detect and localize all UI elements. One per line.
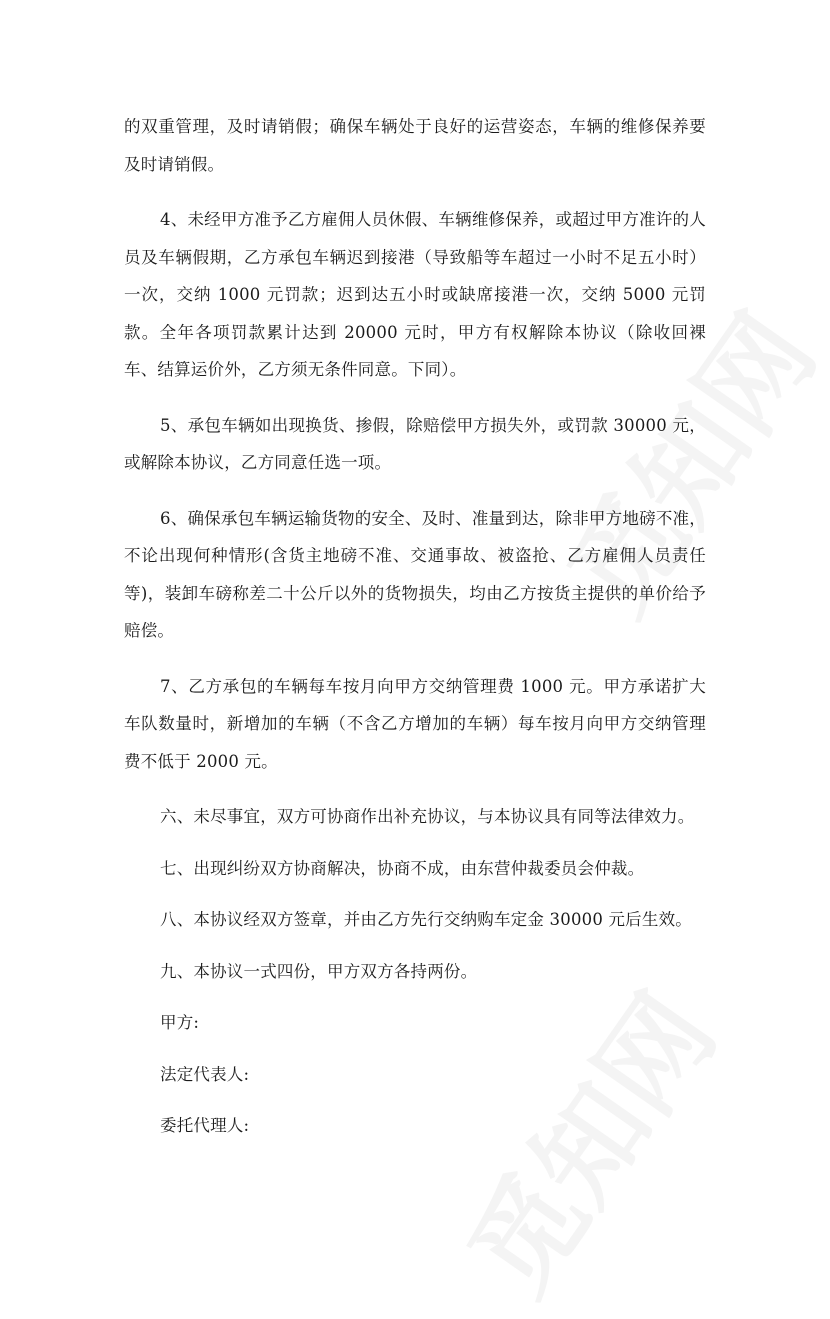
- paragraph-article-6: 六、未尽事宜，双方可协商作出补充协议，与本协议具有同等法律效力。: [160, 807, 695, 826]
- signature-agent: 委托代理人:: [160, 1116, 250, 1135]
- paragraph-continuation: 的双重管理，及时请销假；确保车辆处于良好的运营姿态，车辆的维修保养要及时请销假。: [124, 117, 706, 174]
- document-body: [124, 108, 706, 1145]
- paragraph-clause-7: 7、乙方承包的车辆每车按月向甲方交纳管理费 1000 元。甲方承诺扩大车队数量时，新增加的车辆（不含乙方增加的车辆）每车按月向甲方交纳管理费不低于 2000 元。: [124, 676, 706, 771]
- paragraph-article-9: 九、本协议一式四份，甲方双方各持两份。: [160, 961, 478, 981]
- paragraph-clause-6: 6、确保承包车辆运输货物的安全、及时、准量到达，除非甲方地磅不准，不论出现何种情形(含货主地磅不准、交通事故、被盗抢、乙方雇佣人员责任等)，装卸车磅称差二十公斤以外的货物损失，均由乙方按货主提供的单价给予赔偿。: [124, 508, 706, 640]
- paragraph-article-8: 八、本协议经双方签章，并由乙方先行交纳购车定金 30000 元后生效。: [160, 910, 692, 929]
- signature-party-a: 甲方:: [160, 1013, 200, 1032]
- paragraph-article-7: 七、出现纠纷双方协商解决，协商不成，由东营仲裁委员会仲裁。: [160, 858, 645, 878]
- signature-legal-rep: 法定代表人:: [160, 1064, 250, 1084]
- paragraph-clause-4: 4、未经甲方准予乙方雇佣人员休假、车辆维修保养，或超过甲方准许的人员及车辆假期，乙方承包车辆迟到接港（导致船等车超过一小时不足五小时）一次，交纳 1000 元罚款；迟到达五小时或缺席接港一次，交纳 5000 元罚款。全年各项罚款累计达到 20000 元时，甲方有权解除本协议（除收回裸车、结算运价外，乙方须无条件同意。下同）。: [124, 210, 706, 379]
- paragraph-clause-5: 5、承包车辆如出现换货、掺假，除赔偿甲方损失外，或罚款 30000 元，或解除本协议，乙方同意任选一项。: [124, 415, 706, 472]
